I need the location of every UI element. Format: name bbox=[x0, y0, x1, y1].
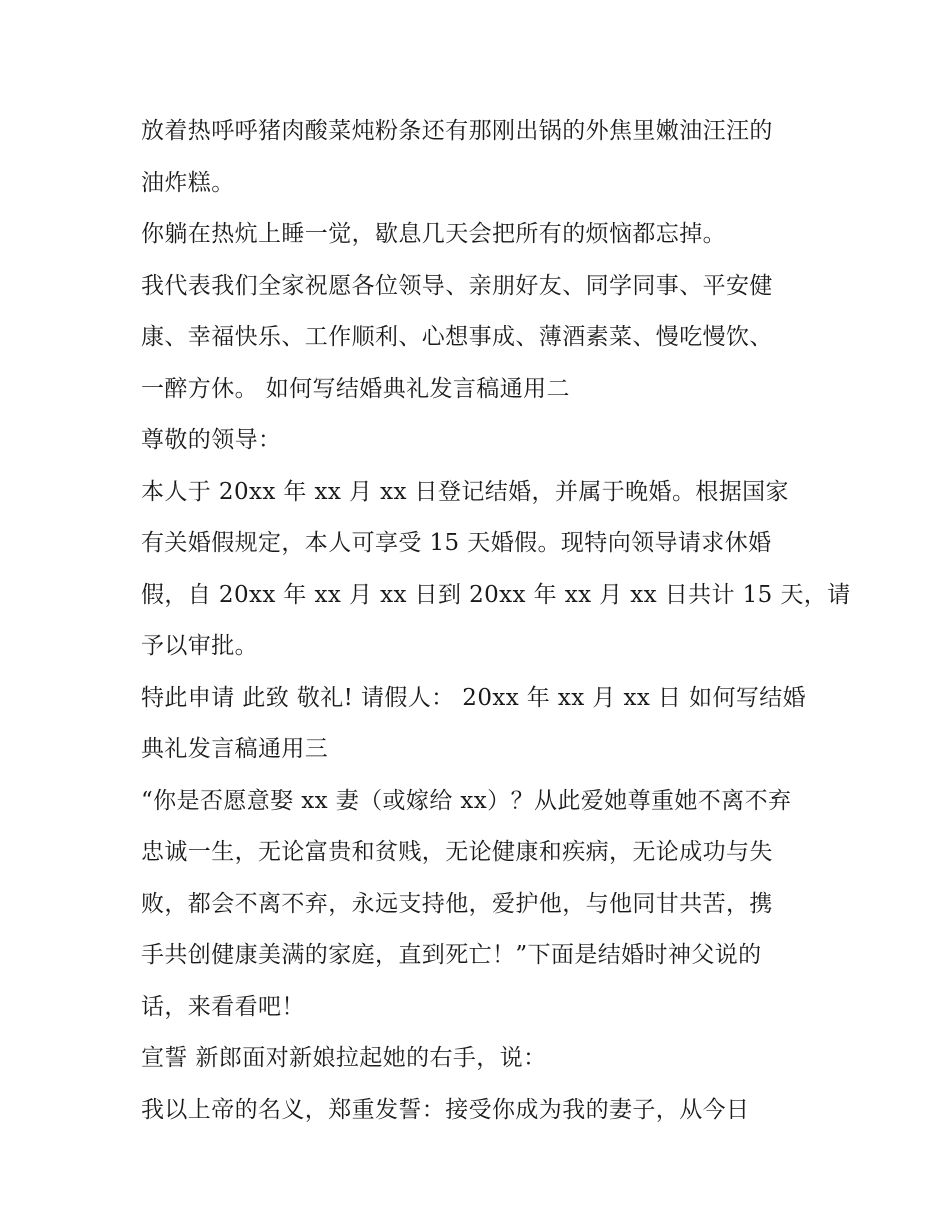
text-line: 尊敬的领导： bbox=[141, 427, 282, 453]
text-line: 你躺在热炕上睡一觉，歇息几天会把所有的烦恼都忘掉。 bbox=[141, 221, 726, 247]
text-line: 假，自 20xx 年 xx 月 xx 日到 20xx 年 xx 月 xx 日共计 15 天，请 bbox=[141, 581, 851, 608]
text-line: 予以审批。 bbox=[141, 633, 258, 659]
document-body bbox=[141, 106, 851, 1136]
text-line: 有关婚假规定，本人可享受 15 天婚假。现特向领导请求休婚 bbox=[141, 530, 772, 556]
text-line: 话，来看看吧！ bbox=[141, 993, 305, 1020]
text-line: 一醉方休。 如何写结婚典礼发言稿通用二 bbox=[141, 375, 570, 402]
text-line: 本人于 20xx 年 xx 月 xx 日登记结婚，并属于晚婚。根据国家 bbox=[141, 478, 789, 505]
text-line: 宣誓 新郎面对新娘拉起她的右手，说： bbox=[141, 1045, 547, 1071]
text-line: 典礼发言稿通用三 bbox=[141, 736, 329, 762]
text-line: 放着热呼呼猪肉酸菜炖粉条还有那刚出锅的外焦里嫩油汪汪的 bbox=[141, 118, 773, 144]
text-line: 康、幸福快乐、工作顺利、心想事成、薄酒素菜、慢吃慢饮、 bbox=[141, 324, 773, 350]
text-line: 我以上帝的名义，郑重发誓：接受你成为我的妻子，从今日 bbox=[141, 1096, 750, 1123]
text-line: 油炸糕。 bbox=[141, 169, 235, 196]
text-line: 忠诚一生，无论富贵和贫贱，无论健康和疾病，无论成功与失 bbox=[141, 839, 773, 865]
text-line: 败，都会不离不弃，永远支持他，爱护他，与他同甘共苦，携 bbox=[141, 890, 773, 917]
text-line: “你是否愿意娶 xx 妻（或嫁给 xx）？从此爱她尊重她不离不弃 bbox=[141, 787, 792, 814]
text-line: 特此申请 此致 敬礼! 请假人： 20xx 年 xx 月 xx 日 如何写结婚 bbox=[141, 684, 807, 711]
text-line: 我代表我们全家祝愿各位领导、亲朋好友、同学同事、平安健 bbox=[141, 272, 773, 299]
text-line: 手共创健康美满的家庭，直到死亡！”下面是结婚时神父说的 bbox=[141, 942, 762, 968]
